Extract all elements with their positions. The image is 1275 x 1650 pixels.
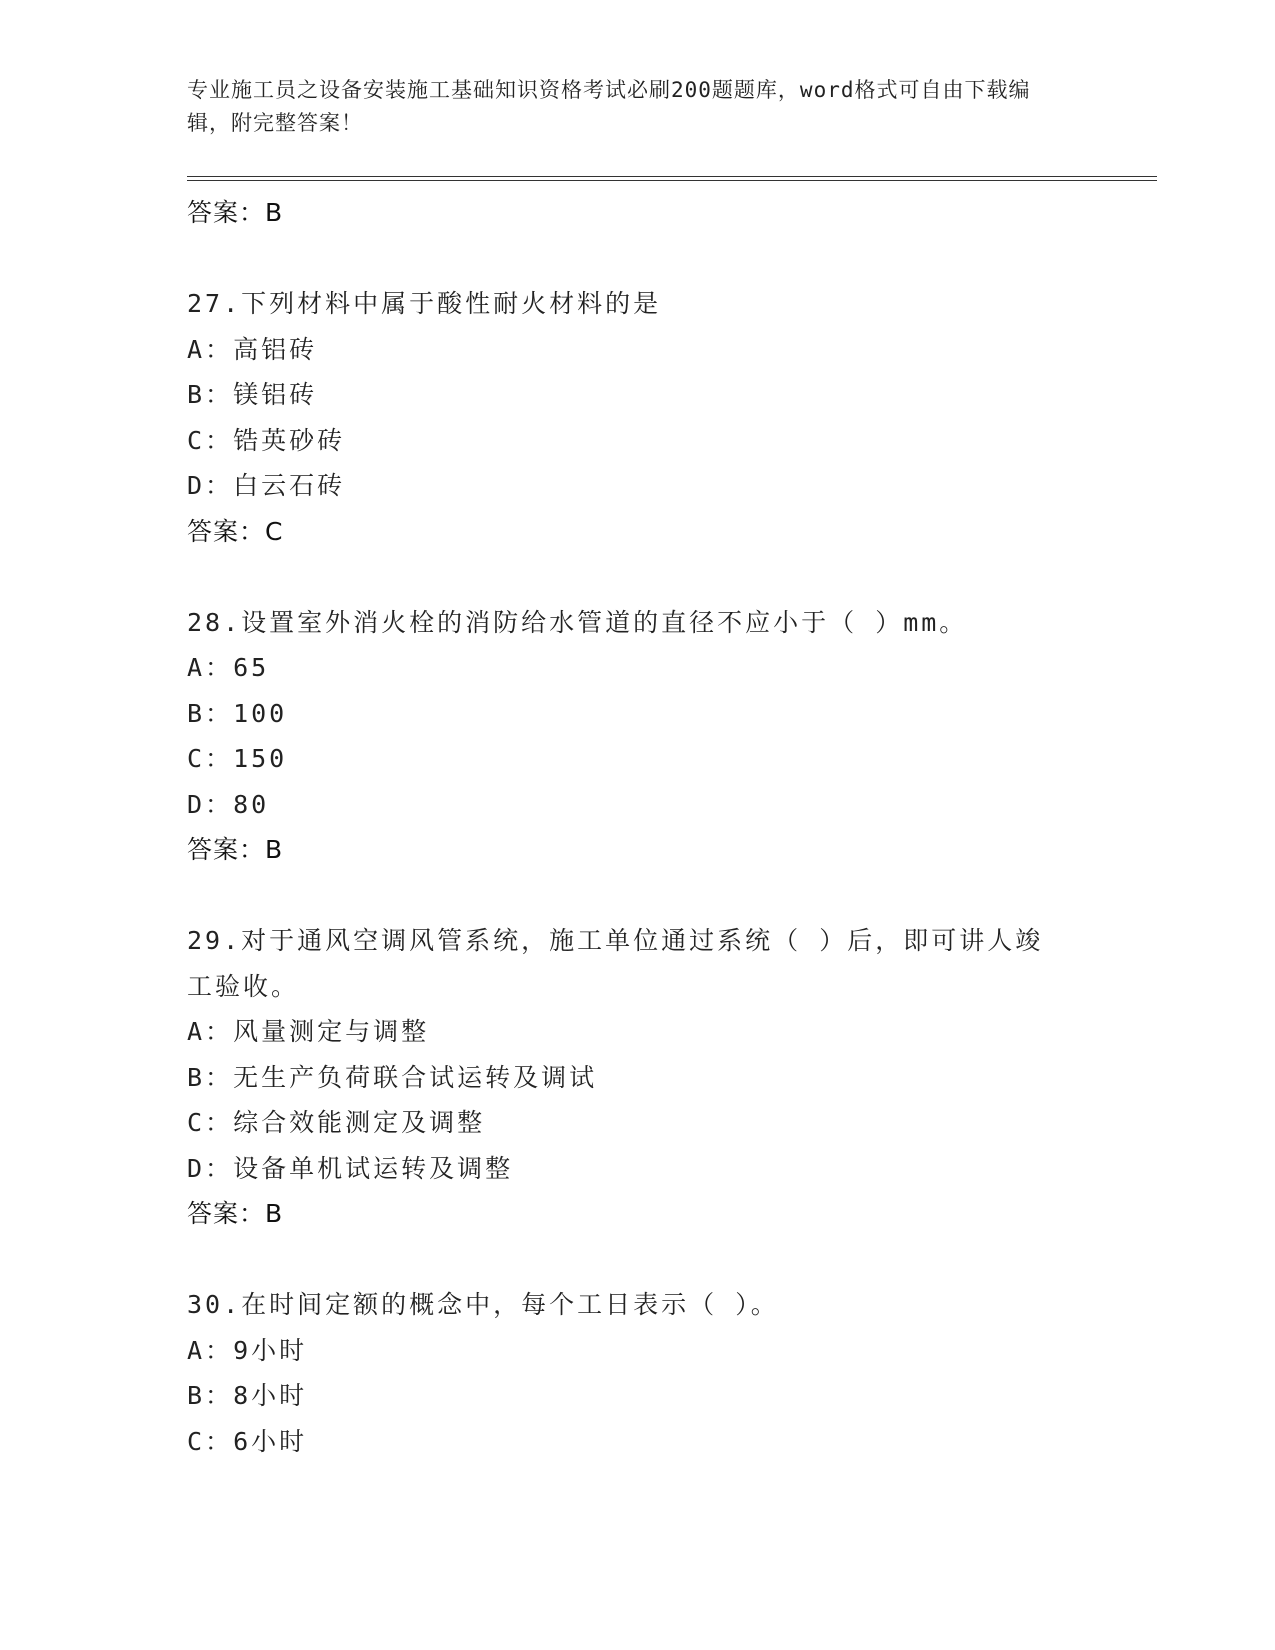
option-text: 9小时 (233, 1335, 308, 1365)
option-text: 设备单机试运转及调整 (233, 1153, 514, 1183)
option-text: 100 (233, 698, 288, 728)
option-text: 白云石砖 (233, 471, 346, 500)
answer-line: 答案：B (187, 835, 284, 864)
option-b (187, 691, 1157, 737)
option-text: 综合效能测定及调整 (233, 1108, 486, 1137)
option-text: 6小时 (233, 1426, 308, 1456)
option-b (187, 1373, 1157, 1419)
spacer (187, 236, 1157, 282)
option-d (187, 463, 1157, 509)
option-text: 150 (233, 744, 288, 773)
option-text: 无生产负荷联合试运转及调试 (233, 1062, 598, 1092)
spacer (187, 1237, 1157, 1283)
option-key: B： (187, 698, 234, 728)
option-text: 风量测定与调整 (233, 1017, 430, 1046)
option-d (187, 782, 1157, 828)
option-key: D： (187, 789, 234, 819)
option-key: C： (187, 744, 234, 773)
option-a (187, 1328, 1157, 1374)
spacer (187, 554, 1157, 600)
option-key: C： (187, 425, 234, 455)
question-block (187, 281, 1157, 554)
option-a (187, 327, 1157, 373)
question-block (187, 918, 1157, 1237)
question-title: 28.设置室外消火栓的消防给水管道的直径不应小于（ ）mm。 (187, 607, 968, 637)
option-text: 高铝砖 (233, 334, 318, 364)
option-key: D： (187, 471, 234, 500)
question-title: 29.对于通风空调风管系统，施工单位通过系统（ ）后，即可讲人竣工验收。 (187, 926, 1044, 1001)
option-key: C： (187, 1426, 234, 1456)
question-block (187, 1282, 1157, 1464)
answer-line: 答案：B (187, 1199, 284, 1228)
option-text: 65 (233, 653, 270, 682)
option-c (187, 736, 1157, 782)
option-text: 8小时 (233, 1381, 308, 1410)
option-key: B： (187, 1062, 234, 1092)
option-a (187, 645, 1157, 691)
option-text: 镁铝砖 (233, 380, 318, 409)
option-text: 80 (233, 789, 270, 819)
option-b (187, 1055, 1157, 1101)
answer-line: 答案：C (187, 516, 284, 546)
option-key: A： (187, 334, 234, 364)
option-key: C： (187, 1108, 234, 1137)
option-key: A： (187, 1017, 234, 1046)
previous-answer: 答案：B (187, 198, 284, 227)
option-b (187, 372, 1157, 418)
option-d (187, 1146, 1157, 1192)
question-block (187, 600, 1157, 873)
question-list (187, 190, 1157, 1464)
option-c (187, 418, 1157, 464)
spacer (187, 873, 1157, 919)
option-key: A： (187, 1335, 234, 1365)
option-text: 锆英砂砖 (233, 425, 346, 455)
option-key: D： (187, 1153, 234, 1183)
option-key: B： (187, 380, 234, 409)
question-title: 30.在时间定额的概念中，每个工日表示（ ）。 (187, 1290, 779, 1319)
option-key: B： (187, 1381, 234, 1410)
question-title: 27.下列材料中属于酸性耐火材料的是 (187, 289, 662, 318)
header-divider (187, 176, 1157, 181)
option-c (187, 1419, 1157, 1465)
document-header: 专业施工员之设备安装施工基础知识资格考试必刷200题题库，word格式可自由下载编辑，附完整答案！ (187, 78, 1031, 135)
option-key: A： (187, 653, 234, 682)
option-a (187, 1009, 1157, 1055)
option-c (187, 1100, 1157, 1146)
